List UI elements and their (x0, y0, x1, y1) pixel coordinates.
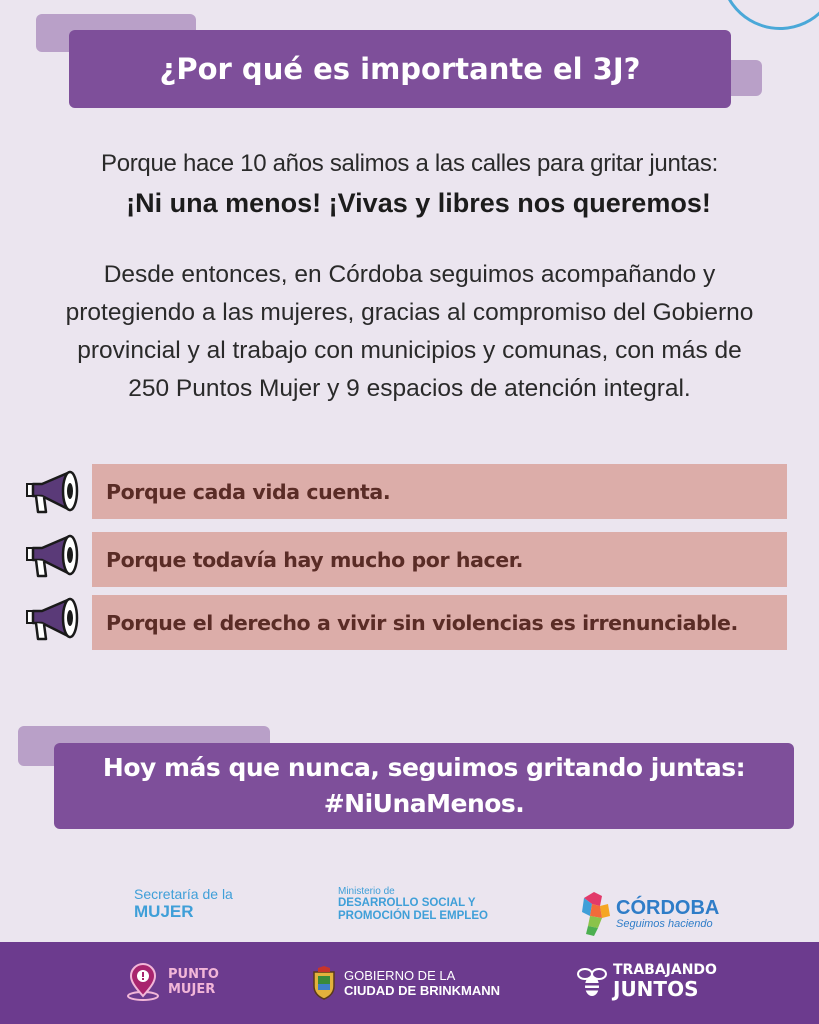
paragraph-line: 250 Puntos Mujer y 9 espacios de atención integral. (128, 375, 691, 402)
trabajando-juntos-logo: TRABAJANDO JUNTOS (577, 962, 717, 1000)
cordoba-map-icon (580, 892, 610, 936)
reason-text: Porque todavía hay mucho por hacer. (106, 547, 523, 572)
reason-text: Porque el derecho a vivir sin violencias es irrenunciable. (106, 610, 738, 635)
secretaria-mujer-logo: Secretaría de la MUJER (134, 886, 233, 921)
ministerio-logo: Ministerio de DESARROLLO SOCIAL Y PROMOCIÓN DEL EMPLEO (338, 886, 488, 922)
closing-hashtag: #NiUnaMenos. (323, 789, 525, 818)
footer-bar (0, 942, 819, 1024)
gobierno-brinkmann-logo: GOBIERNO DE LA CIUDAD DE BRINKMANN (312, 966, 500, 1000)
bee-icon (577, 964, 607, 998)
punto-mujer-logo: PUNTO MUJER (124, 962, 219, 1002)
reason-box (92, 595, 787, 650)
closing-line: Hoy más que nunca, seguimos gritando juntas: (102, 753, 746, 782)
intro-line: Porque hace 10 años salimos a las calles para gritar juntas: (100, 150, 719, 177)
reason-box (92, 532, 787, 587)
megaphone-icon (24, 531, 82, 581)
reason-box (92, 464, 787, 519)
intro-text (0, 150, 819, 219)
megaphone-icon (24, 467, 82, 517)
paragraph-line: Desde entonces, en Córdoba seguimos acompañando y (103, 261, 716, 288)
intro-slogan: ¡Ni una menos! ¡Vivas y libres nos queremos! (126, 188, 711, 218)
title-banner (69, 30, 731, 108)
location-pin-icon (124, 962, 162, 1002)
closing-banner (54, 743, 794, 829)
body-paragraph (20, 256, 799, 408)
coat-of-arms-icon (312, 966, 336, 1000)
page-title: ¿Por qué es importante el 3J? (159, 52, 641, 86)
paragraph-line: provincial y al trabajo con municipios y comunas, con más de (77, 337, 742, 364)
paragraph-line: protegiendo a las mujeres, gracias al compromiso del Gobierno (65, 299, 754, 326)
sponsor-logos (0, 880, 819, 940)
cordoba-logo: CÓRDOBA Seguimos haciendo (580, 892, 719, 936)
megaphone-icon (24, 594, 82, 644)
reason-text: Porque cada vida cuenta. (106, 479, 391, 504)
